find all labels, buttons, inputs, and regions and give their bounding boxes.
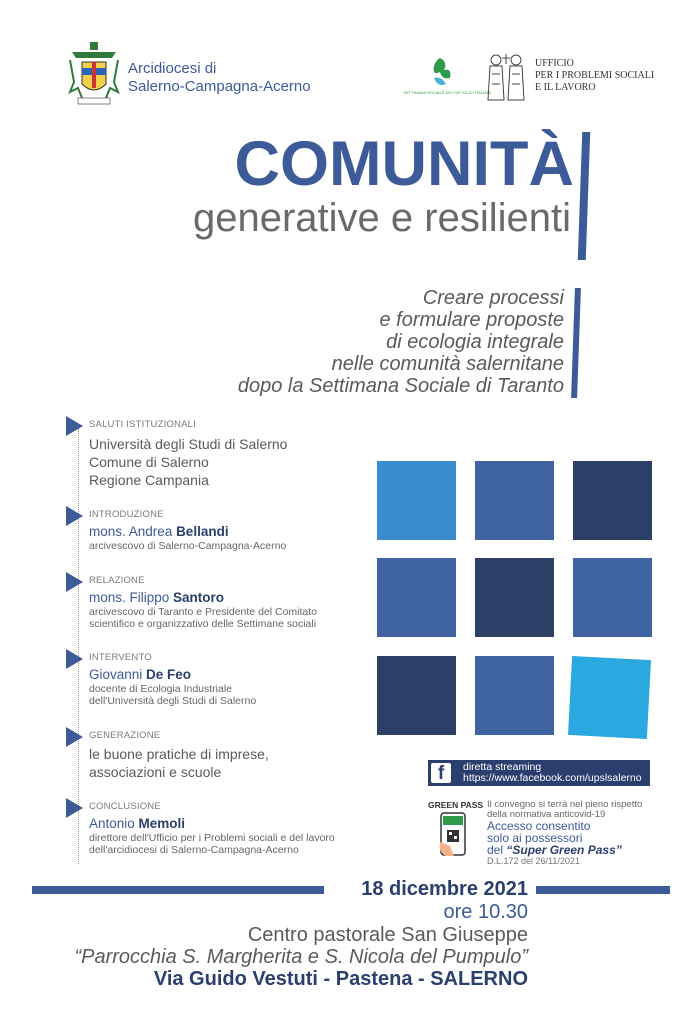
main-title: COMUNITÀ (234, 129, 574, 199)
intro-line3: di ecologia integrale (386, 331, 564, 353)
intro-line4: nelle comunità salernitane (331, 353, 564, 375)
section-intervento (66, 649, 386, 709)
saluti-line1: Università degli Studi di Salerno (89, 436, 288, 452)
gp-access3-pre: del (487, 843, 507, 857)
streaming-url-link[interactable]: https://www.facebook.com/upslsalerno (463, 772, 642, 784)
section-label: SALUTI ISTITUZIONALI (89, 419, 196, 430)
speaker-role-line2: dell'arcidiocesi di Salerno-Campagna-Acerno (89, 844, 299, 856)
decor-square (475, 461, 554, 540)
speaker-first-name: Antonio (89, 816, 139, 831)
section-introduzione (66, 506, 386, 556)
event-date: 18 dicembre 2021 (361, 878, 528, 900)
ufficio-line2: PER I PROBLEMI SOCIALI (535, 70, 655, 81)
ufficio-line1: UFFICIO (535, 58, 574, 69)
speaker-first-name: Giovanni (89, 667, 147, 682)
section-label: RELAZIONE (89, 575, 145, 586)
diocese-name-line1: Arcidiocesi di (128, 60, 217, 77)
speaker-role-line2: scientifico e organizzativo delle Settimane sociali (89, 618, 317, 630)
diocese-name (128, 60, 311, 96)
gp-super-green-pass: “Super Green Pass” (506, 843, 622, 857)
decor-square (573, 461, 652, 540)
diocese-coat-of-arms-icon (68, 42, 120, 108)
section-label: GENERAZIONE (89, 730, 161, 741)
speaker-role: arcivescovo di Salerno-Campagna-Acerno (89, 540, 287, 552)
bullet-triangle-icon (66, 727, 83, 747)
saluti-line2: Comune di Salerno (89, 454, 209, 470)
intro-text (238, 287, 564, 397)
gp-access3 (487, 844, 642, 856)
gp-note2: della normativa anticovid-19 (487, 809, 606, 820)
speaker-name (89, 524, 286, 540)
bullet-triangle-icon (66, 506, 83, 526)
event-place: Centro pastorale San Giuseppe (247, 924, 528, 946)
generazione-line2: associazioni e scuole (89, 764, 222, 780)
generazione-line1: le buone pratiche di imprese, (89, 746, 269, 762)
speaker-role-line1: docente di Ecologia Industriale (89, 683, 233, 695)
speaker-name (89, 590, 317, 606)
gp-access1: Accesso consentito (487, 819, 591, 833)
ufficio-name (535, 58, 654, 94)
decor-square (573, 558, 652, 637)
date-bar-left (32, 886, 324, 894)
gp-law: D.L.172 del 26/11/2021 (487, 856, 580, 866)
ufficio-saints-figure-icon (482, 52, 530, 102)
event-parish: “Parrocchia S. Margherita e S. Nicola del Pumpulo” (74, 946, 528, 968)
streaming-label: diretta streaming (463, 761, 542, 773)
decor-square (377, 656, 456, 735)
bullet-triangle-icon (66, 649, 83, 669)
speaker-last-name: Bellandi (176, 524, 229, 539)
date-bar-right (536, 886, 670, 894)
section-conclusione (66, 798, 386, 860)
speaker-role-line2: dell'Università degli Studi di Salerno (89, 695, 257, 707)
section-saluti (66, 416, 386, 486)
facebook-icon: f (431, 763, 451, 783)
ufficio-line3: E IL LAVORO (535, 82, 596, 93)
streaming-banner[interactable] (428, 760, 650, 786)
speaker-last-name: Memoli (138, 816, 186, 831)
green-pass-info (487, 800, 642, 866)
speaker-role-line1: arcivescovo di Taranto e Presidente del Comitato (89, 606, 318, 618)
decor-square (377, 558, 456, 637)
decor-square (377, 461, 456, 540)
event-address: Via Guido Vestuti - Pastena - SALERNO (153, 968, 528, 990)
gp-note1: Il convegno si terrà nel pieno rispetto (487, 799, 643, 810)
speaker-last-name: De Feo (146, 667, 192, 682)
speaker-name (89, 667, 256, 683)
intro-line5: dopo la Settimana Sociale di Taranto (237, 375, 564, 397)
speaker-last-name: Santoro (173, 590, 225, 605)
diocese-name-line2: Salerno-Campagna-Acerno (128, 78, 311, 95)
section-label: CONCLUSIONE (89, 801, 161, 812)
gp-access2: solo ai possessori (487, 831, 583, 845)
speaker-first-name: mons. Andrea (89, 524, 177, 539)
intro-line2: e formulare proposte (379, 309, 564, 331)
intro-accent-bar (571, 288, 581, 398)
saluti-line3: Regione Campania (89, 472, 209, 488)
section-label: INTERVENTO (89, 652, 152, 663)
speaker-name (89, 816, 409, 832)
settimana-sociale-logo (403, 56, 491, 102)
section-generazione (66, 727, 386, 787)
decor-square (475, 558, 554, 637)
bullet-triangle-icon (66, 416, 83, 436)
event-time: ore 10.30 (443, 901, 528, 923)
section-label: INTRODUZIONE (89, 509, 164, 520)
bullet-triangle-icon (66, 798, 83, 818)
green-pass-label: GREEN PASS (428, 800, 484, 810)
intro-line1: Creare processi (422, 287, 564, 309)
decor-square (475, 656, 554, 735)
subtitle: generative e resilienti (193, 196, 571, 240)
ssc-logo-text: SETTIMANA SOCIALE DEI CATTOLICI ITALIANI (403, 90, 491, 95)
decor-square-tilted (568, 656, 651, 739)
bullet-triangle-icon (66, 572, 83, 592)
speaker-role-line1: direttore dell'Ufficio per i Problemi sociali e del lavoro (89, 832, 335, 844)
green-pass-phone-icon (440, 812, 466, 856)
section-relazione (66, 572, 386, 632)
title-accent-bar (578, 132, 590, 260)
speaker-first-name: mons. Filippo (89, 590, 174, 605)
